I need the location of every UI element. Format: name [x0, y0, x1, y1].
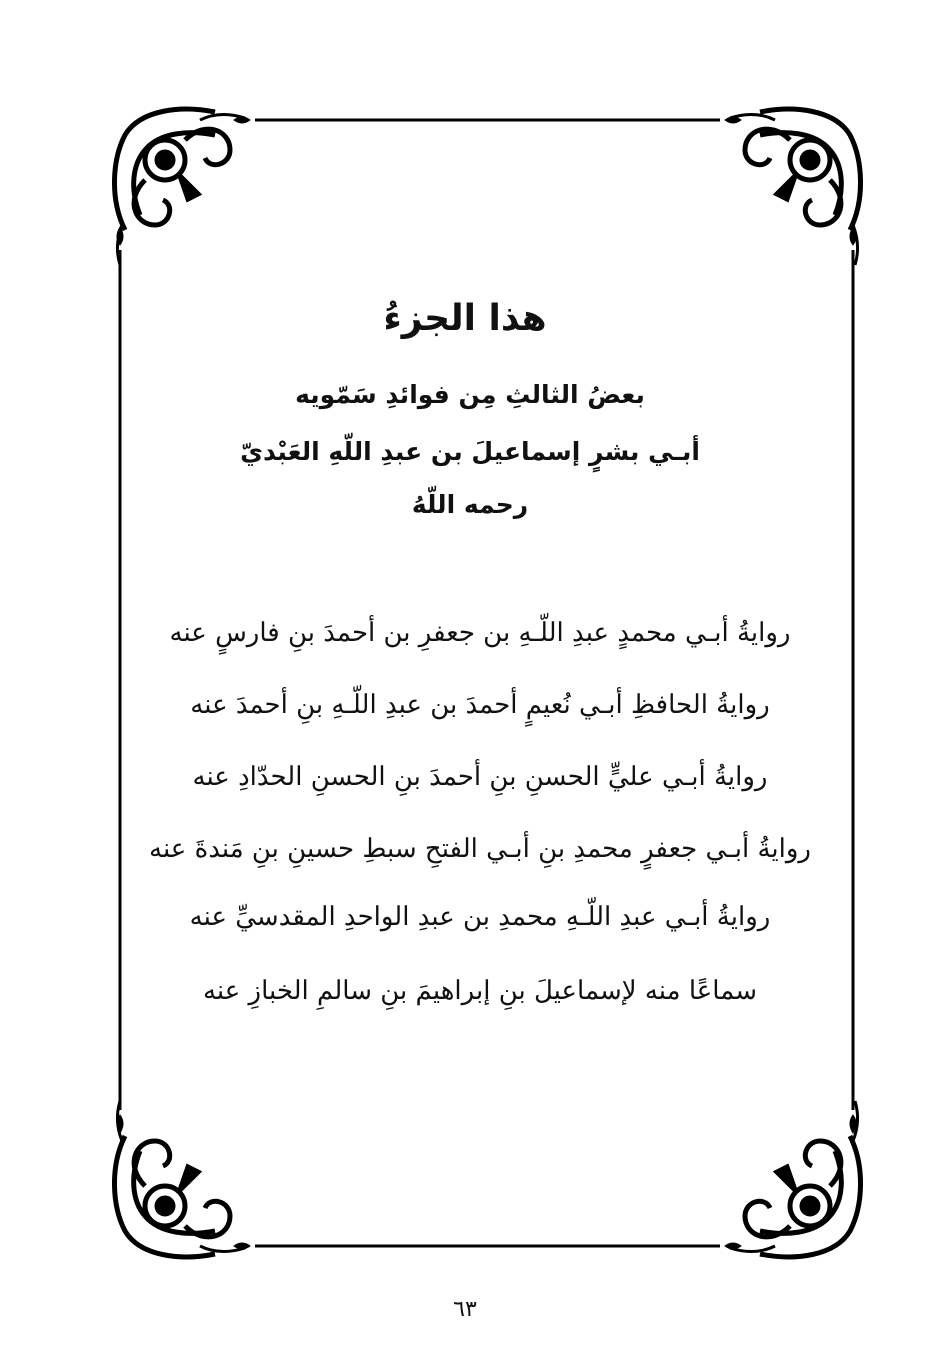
chain-line-4: روايةُ أبـي جعفرٍ محمدِ بنِ أبـي الفتحِ سبطِ حسينِ بنِ مَندةَ عنه: [149, 834, 811, 864]
page-number: ٦٣: [453, 1297, 477, 1322]
subtitle-line-3: رحمه اللّهُ: [411, 490, 529, 519]
chain-line-1: روايةُ أبـي محمدٍ عبدِ اللّـهِ بن جعفرِ بن أحمدَ بنِ فارسٍ عنه: [169, 618, 791, 648]
chain-line-6: سماعًا منه لإسماعيلَ بنِ إبراهيمَ بنِ سالمِ الخبازِ عنه: [202, 976, 758, 1006]
corner-ornament-top-left: [114, 109, 245, 265]
corner-ornament-bottom-right: [730, 1101, 861, 1257]
chain-line-3: روايةُ أبـي عليٍّ الحسنِ بنِ أحمدَ بنِ الحسنِ الحدّادِ عنه: [192, 762, 768, 792]
subtitle-line-1: بعضُ الثالثِ مِن فوائدِ سَمّويه: [295, 380, 645, 409]
page-title: هذا الجزءُ: [383, 298, 547, 339]
corner-ornament-bottom-left: [114, 1101, 245, 1257]
corner-ornament-top-right: [730, 109, 861, 265]
chain-line-2: روايةُ الحافظِ أبـي نُعيمٍ أحمدَ بن عبدِ اللّـهِ بنِ أحمدَ عنه: [190, 690, 770, 720]
subtitle-line-2: أبـي بشرٍ إسماعيلَ بن عبدِ اللّهِ العَبْديّ: [240, 437, 700, 466]
chain-line-5: روايةُ أبـي عبدِ اللّـهِ محمدِ بن عبدِ الواحدِ المقدسيِّ عنه: [189, 902, 771, 932]
